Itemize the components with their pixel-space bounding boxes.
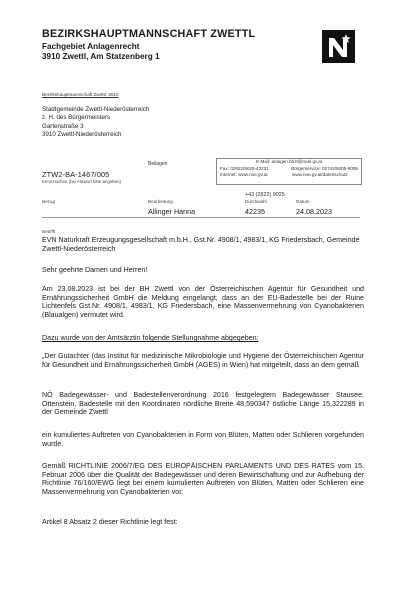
paragraph-artikel: Artikel 8 Absatz 2 dieser Richtlinie legt fest: bbox=[42, 518, 178, 526]
datum-value: 24.08.2023 bbox=[296, 207, 332, 216]
subject-text: EVN Naturkraft Erzeugungsgesellschaft m.b.H., Gst.Nr. 4908/1, 4983/1, KG Friedersbach, Gemeinde Zwettl-Niederösterreich bbox=[42, 236, 360, 253]
paragraph-stellungnahme: Dazu wurde von der Amtsärztin folgende Stellungnahme abgegeben: bbox=[42, 334, 259, 342]
paragraph-richtlinie: Gemäß RICHTLINIE 2006/7/EG DES EUROPÄISCHEN PARLAMENTS UND DES RATES vom 15. Februar 2006 über die Qualität der Badegewässer und deren Bewirtschaftung und zur Aufhebung der Richtlinie 76/160/EWG liegt bei einem kumulierten Auftreten von Blüten, Matten oder Schlieren eine Massenvermehrung von Cyanobakterien vor. bbox=[42, 462, 364, 496]
contact-fax: Fax: 02822/9025-42231 bbox=[220, 165, 269, 171]
paragraph-report: Am 23.08.2023 ist bei der BH Zwettl von der Österreichischen Agentur für Gesundheit und Ernährungssicherheit GmbH die Meldung eingelangt, dass an der EU-Badestelle bei der Ruine Lichtenfels Gst.Nr. 4908/1, 4983/1, KG Friedersbach, eine Massenvermehrung von Cyanobakterien (Blaualgen) vermutet wird. bbox=[42, 285, 364, 319]
contact-internet: Internet: www.noe.gv.at bbox=[220, 172, 268, 178]
sender-return-line: Bezirkshauptmannschaft Zwettl, 3910 bbox=[42, 92, 119, 97]
divider-line bbox=[42, 217, 360, 218]
datum-label: Datum bbox=[296, 199, 310, 204]
bearbeitung-label: Bearbeitung bbox=[148, 199, 173, 204]
beilagen-label: Beilagen bbox=[148, 161, 168, 167]
recipient-line: z. H. des Bürgermeisters bbox=[42, 114, 111, 122]
reference-number: ZTW2-BA-1467/005 bbox=[42, 170, 110, 179]
recipient-line: 3910 Zwettl-Niederösterreich bbox=[42, 131, 122, 139]
noe-logo-icon bbox=[322, 30, 355, 63]
authority-address: 3910 Zwettl, Am Statzenberg 1 bbox=[42, 52, 160, 61]
bearbeitung-value: Allinger Hanna bbox=[148, 207, 196, 216]
paragraph-kumuliert: ein kumuliertes Auftreten von Cyanobakterien in Form von Blüten, Matten oder Schlieren vorgefunden wurde. bbox=[42, 431, 364, 448]
recipient-address bbox=[42, 106, 149, 140]
phone-number: +43 (2822) 9025 bbox=[245, 192, 285, 198]
contact-email: E-Mail: anlagen.bhzt@noel.gv.at bbox=[255, 159, 323, 164]
paragraph-quote: „Der Gutachter (das Institut für medizinische Mikrobiologie und Hygiene der Österreichischen Agentur für Gesundheit und Ernährungssicherheit GmbH (AGES) in Wien) hat mitgeteilt, dass an dem gemäß bbox=[42, 352, 364, 369]
betreff-label: Betrifft bbox=[42, 229, 56, 234]
reference-note: Kennzeichen (bei Antwort bitte angeben) bbox=[42, 179, 122, 184]
bezug-label: Bezug bbox=[42, 199, 56, 204]
department-name: Fachgebiet Anlagenrecht bbox=[42, 42, 140, 51]
durchwahl-value: 42235 bbox=[245, 207, 265, 216]
greeting: Sehr geehrte Damen und Herren! bbox=[42, 266, 148, 274]
recipient-line: Stadtgemeinde Zwettl-Niederösterreich bbox=[42, 106, 150, 113]
contact-datenschutz: www.noe.gv.at/datenschutz bbox=[292, 172, 348, 178]
recipient-line: Gartenstraße 3 bbox=[42, 122, 84, 130]
authority-name: BEZIRKSHAUPTMANNSCHAFT ZWETTL bbox=[42, 28, 256, 40]
contact-box bbox=[216, 158, 362, 185]
paragraph-verordnung: NÖ Badegewässer- und Badestellenverordnung 2016 festgelegtem Badegewässer Stausee, Ottenstein, Badestelle mit den Koordinaten nördliche Breite 48,590347 östliche Länge 15,322289 in der Gemeinde Zwettl bbox=[42, 391, 364, 417]
durchwahl-label: Durchwahl bbox=[245, 199, 267, 204]
contact-buergerservice: Bürgerservice: 02742/9005-9005 bbox=[291, 165, 358, 171]
